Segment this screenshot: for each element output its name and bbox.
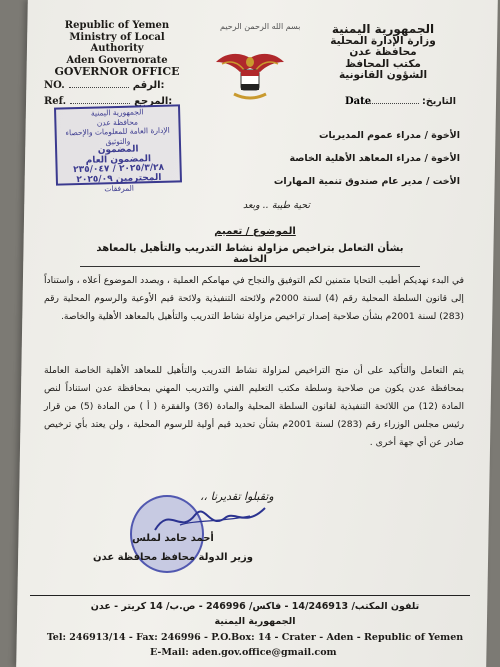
country-name: Republic of Yemen — [64, 20, 170, 31]
incoming-stamp: الجمهورية اليمنية محافظة عدن الإدارة العامة للمعلومات والإحصاء والتوثيق المضمون المضمون العام ٢٠٢٥/٣/٢٨ / ٢٣٥/٠٤٧ المحترمين ٢٠٢٥/٠٩ المرفقات — [54, 104, 182, 185]
reference-line: Ref. المرجع: — [44, 96, 173, 107]
body-paragraph: يتم التعامل والتأكيد على أن منح التراخيص لمزاولة نشاط التدريب والتأهيل للمعاهد الأهلية الخاصة العاملة بمحافظة عدن يكون من صلاحية وسلطة مكتب التعليم الفني والتدريب المهني بمحافظة عدن استناداً لنص المادة (12) من اللائحة التنفيذية لقانون السلطة المحلية والمادة (36) والفقرة ( أ ) من المادة (5) من قرار رئيس مجلس الوزراء رقم (283) لسنة 2001م بشأن تحديد قيم أولية للرسوم المحلية ، ولن يعتد بأي ترخيص صادر عن أي جهة أخرى . — [44, 365, 465, 448]
footer-arabic-country: الجمهورية اليمنية — [214, 616, 296, 627]
ar-country-name: الجمهورية اليمنية — [331, 22, 435, 36]
greeting: تحية طيبة .. وبعد — [242, 200, 310, 211]
closing-phrase: وتقبلوا تقديرنا ،، — [200, 490, 274, 503]
subject-label: الموضوع / تعميم — [214, 226, 296, 237]
eagle-emblem-icon — [214, 48, 286, 103]
signer-name: أحمد حامد لملس — [132, 533, 214, 544]
ar-ministry-name: وزارة الإدارة المحلية — [330, 34, 436, 47]
footer-arabic-contact: تلفون المكتب/ 14/246913 - فاكس/ 246996 - ص.ب/ 14 كريتر - عدن — [90, 601, 420, 612]
signer-title: وزير الدولة محافظ محافظة عدن — [93, 552, 253, 563]
recipient-line: الأخوة / مدراء عموم المديريات — [318, 130, 460, 141]
body-paragraph: في البدء نهديكم أطيب التحايا متمنين لكم التوفيق والنجاح في مهامكم العملية ، ويصدد الموضوع أعلاه ، واستناداً إلى قانون السلطة المحلية رقم (4) لسنة 2000م ولائحته التنفيذية ولائحة قيم الأوعية والرسوم المحلية رقم (283) لسنة 2001م بشأن صلاحية إصدار تراخيص مزاولة نشاط التدريب والتأهيل بالمعاهد الأهلية والخاصة. — [44, 275, 464, 322]
ar-date-line: التاريخ: — [358, 96, 456, 107]
number-line: NO. الرقم: — [44, 80, 165, 91]
ar-governorate-name: محافظة عدن — [349, 46, 417, 58]
recipient-line: الأخوة / مدراء المعاهد الأهلية الخاصة — [289, 153, 460, 164]
arabic-letterhead — [308, 24, 458, 82]
footer-english-contact: Tel: 246913/14 - Fax: 246996 - P.O.Box: 14 - Crater - Aden - Republic of Yemen — [46, 632, 464, 643]
ar-office-name: مكتب المحافظ — [345, 57, 421, 70]
subject-title: بشأن التعامل بتراخيص مزاولة نشاط التدريب والتأهيل بالمعاهد الخاصة — [80, 243, 420, 267]
date-label: Date — [345, 96, 372, 107]
ministry-name: Ministry of Local Authority — [69, 31, 165, 54]
office-name: GOVERNOR OFFICE — [54, 65, 180, 78]
ar-department-name: الشؤون القانونية — [338, 69, 428, 81]
footer-email: E-Mail: aden.gov.office@gmail.com — [150, 647, 337, 658]
governorate-name: Aden Governorate — [66, 54, 168, 66]
bismillah: بسم الله الرحمن الرحيم — [220, 22, 301, 31]
footer-divider — [30, 595, 470, 596]
recipient-line: الأخت / مدير عام صندوق تنمية المهارات — [273, 176, 460, 187]
english-letterhead — [42, 20, 192, 78]
